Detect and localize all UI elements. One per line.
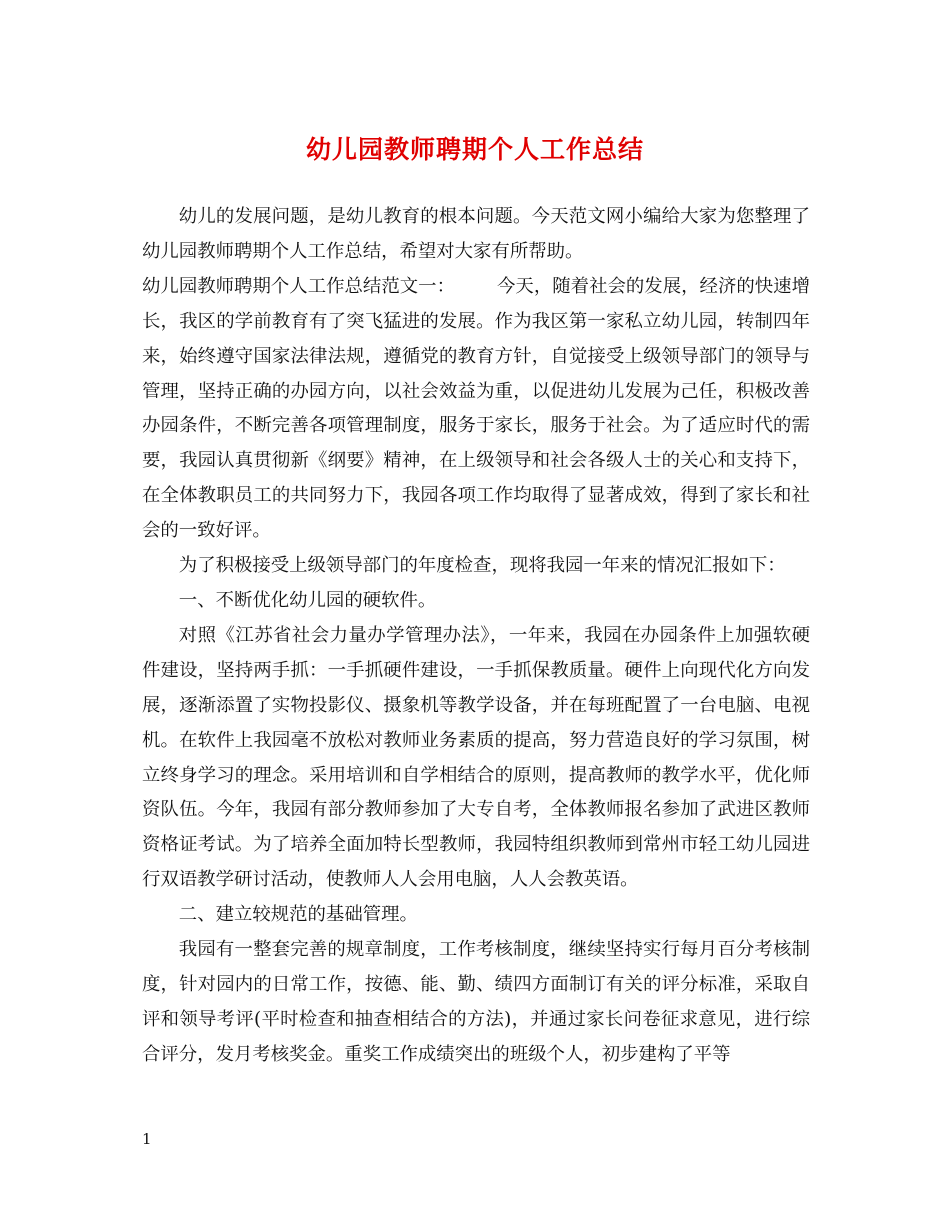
document-title: 幼儿园教师聘期个人工作总结 [305, 135, 644, 164]
section-heading-two: 二、建立较规范的基础管理。 [178, 904, 418, 926]
paragraph-section-two: 我园有一整套完善的规章制度，工作考核制度，继续坚持实行每月百分考核制度，针对园内的日常工作，按德、能、勤、绩四方面制订有关的评分标准，采取自评和领导考评(平时检查和抽查相结合的方法)，并通过家长问卷征求意见，进行综合评分，发月考核奖金。重奖工作成绩突出的班级个人，初步建构了平等 [142, 939, 810, 1065]
paragraph-report: 为了积极接受上级领导部门的年度检查，现将我园一年来的情况汇报如下： [178, 555, 786, 577]
section-heading-one: 一、不断优化幼儿园的硬软件。 [178, 589, 437, 611]
document-body [142, 200, 810, 1073]
page-number: 1 [142, 1130, 152, 1148]
sample-body: 今天，随着社会的发展，经济的快速增长，我区的学前教育有了突飞猛进的发展。作为我区第一家私立幼儿园，转制四年来，始终遵守国家法律法规，遵循党的教育方针，自觉接受上级领导部门的领导与管理，坚持正确的办园方向，以社会效益为重，以促进幼儿发展为己任，积极改善办园条件，不断完善各项管理制度，服务于家长，服务于社会。为了适应时代的需要，我园认真贯彻新《纲要》精神，在上级领导和社会各级人士的关心和支持下，在全体教职员工的共同努力下，我园各项工作均取得了显著成效，得到了家长和社会的一致好评。 [142, 275, 810, 542]
paragraph-intro: 幼儿的发展问题，是幼儿教育的根本问题。今天范文网小编给大家为您整理了幼儿园教师聘期个人工作总结，希望对大家有所帮助。 [142, 206, 810, 262]
paragraph-section-one: 对照《江苏省社会力量办学管理办法》，一年来，我园在办园条件上加强软硬件建设，坚持两手抓：一手抓硬件建设，一手抓保教质量。硬件上向现代化方向发展，逐渐添置了实物投影仪、摄象机等教学设备，并在每班配置了一台电脑、电视机。在软件上我园毫不放松对教师业务素质的提高，努力营造良好的学习氛围，树立终身学习的理念。采用培训和自学相结合的原则，提高教师的教学水平，优化师资队伍。今年，我园有部分教师参加了大专自考，全体教师报名参加了武进区教师资格证考试。为了培养全面加特长型教师，我园特组织教师到常州市轻工幼儿园进行双语教学研讨活动，使教师人人会用电脑，人人会教英语。 [142, 624, 810, 891]
sample-heading: 幼儿园教师聘期个人工作总结范文一： [142, 275, 455, 297]
paragraph-sample-one [142, 270, 810, 549]
